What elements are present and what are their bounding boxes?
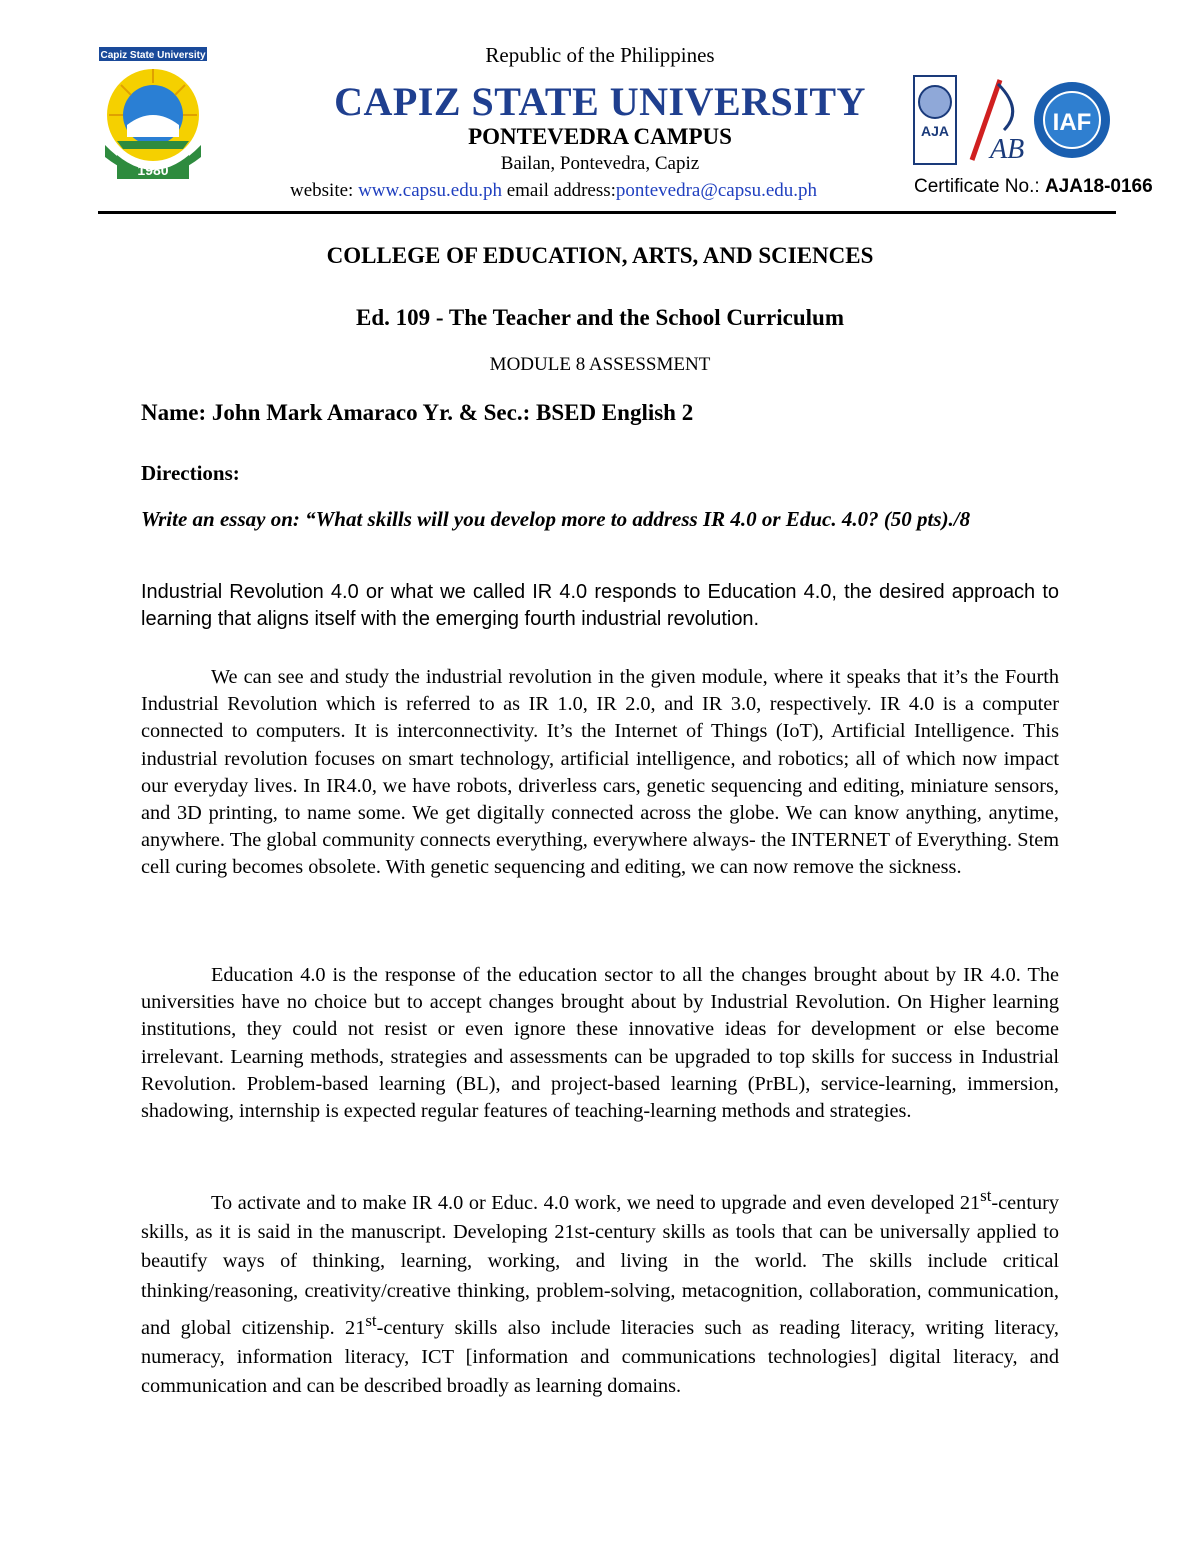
iaf-logo — [1034, 82, 1110, 158]
essay-prompt: Write an essay on: “What skills will you develop more to address IR 4.0 or Educ. 4.0? (50 pts)./8 — [141, 507, 971, 531]
email-label: email address: — [506, 180, 616, 201]
ab-logo — [972, 80, 1024, 165]
superscript-st: st — [980, 1186, 992, 1205]
aja-logo — [914, 76, 956, 164]
college-title: COLLEGE OF EDUCATION, ARTS, AND SCIENCES — [326, 243, 874, 268]
iaf-label: IAF — [1052, 109, 1092, 136]
module-title: MODULE 8 ASSESSMENT — [489, 354, 711, 375]
certificate-value: AJA18-0166 — [1044, 176, 1153, 197]
campus-address: Bailan, Pontevedra, Capiz — [500, 153, 700, 174]
campus-name: PONTEVEDRA CAMPUS — [468, 124, 732, 149]
certificate-label: Certificate No.: — [914, 176, 1040, 197]
certification-logos — [912, 70, 1117, 170]
email-link[interactable]: pontevedra@capsu.edu.ph — [615, 180, 818, 201]
paragraph-1-text: We can see and study the industrial revolution in the given module, where it speaks that it’s the Fourth Industrial Revolution which is referred to as IR 1.0, IR 2.0, and IR 3.0, respectively. IR 4.0 is a computer connected to computers. It is interconnectivity. It’s the Internet of Things (IoT), Artificial Intelligence. This industrial revolution focuses on smart technology, artificial intelligence, and robotics; all of which now impact our everyday lives. In IR4.0, we have robots, driverless cars, genetic sequencing and editing, miniature sensors, and 3D printing, to name some. We get digitally connected across the globe. We can know anything, anytime, anywhere. The global community connects everything, everywhere always- the INTERNET of Everything. Stem cell curing becomes obsolete. With genetic sequencing and editing, we can now remove the sickness. — [141, 666, 1059, 879]
ab-label: AB — [990, 134, 1025, 165]
course-title: Ed. 109 - The Teacher and the School Curriculum — [356, 305, 844, 330]
logo-year: 1980 — [137, 162, 169, 178]
logo-text: Capiz State University — [100, 50, 206, 61]
certificate-number — [914, 176, 1153, 198]
university-seal-logo — [97, 45, 209, 187]
paragraph-3-text-c: -century skills also include literacies such as reading literacy, writing literacy, numeracy, information literacy, ICT [information and communications technologies] digital literacy, and communication and can be described broadly as learning domains. — [141, 1316, 1059, 1398]
aja-label: AJA — [920, 123, 950, 139]
contact-line — [290, 180, 910, 202]
website-link[interactable]: www.capsu.edu.ph — [358, 180, 502, 201]
university-name: CAPIZ STATE UNIVERSITY — [334, 79, 866, 124]
header-divider — [98, 211, 1116, 214]
student-info: Name: John Mark Amaraco Yr. & Sec.: BSED English 2 — [141, 400, 694, 425]
directions-label: Directions: — [141, 461, 240, 485]
republic-line: Republic of the Philippines — [485, 43, 715, 67]
intro-paragraph: Industrial Revolution 4.0 or what we called IR 4.0 responds to Education 4.0, the desired approach to learning that aligns itself with the emerging fourth industrial revolution. — [141, 581, 1059, 630]
essay-paragraph-3 — [141, 1181, 1059, 1402]
essay-paragraph-2 — [141, 962, 1059, 1125]
paragraph-3-text-a: To activate and to make IR 4.0 or Educ. 4.0 work, we need to upgrade and even developed 21 — [211, 1191, 981, 1214]
essay-paragraph-1 — [141, 664, 1059, 882]
superscript-st: st — [365, 1310, 377, 1330]
paragraph-3-text-b: -century skills, as it is said in the manuscript. Developing 21st-century skills as tools that can be universally applied to beautify ways of thinking, learning, working, and living in the world. The skills include critical thinking/reasoning, creativity/creative thinking, problem-solving, metacognition, collaboration, communication, and global citizenship. 21 — [141, 1191, 1059, 1339]
paragraph-2-text: Education 4.0 is the response of the education sector to all the changes brought about by IR 4.0. The universities have no choice but to accept changes brought about by Industrial Revolution. On Higher learning institutions, they could not resist or even ignore these innovative ideas for development or else become irrelevant. Learning methods, strategies and assessments can be upgraded to top skills for success in Industrial Revolution. Problem-based learning (BL), and project-based learning (PrBL), service-learning, immersion, shadowing, internship is expected regular features of teaching-learning methods and strategies. — [141, 964, 1059, 1123]
website-label: website: — [290, 180, 354, 201]
